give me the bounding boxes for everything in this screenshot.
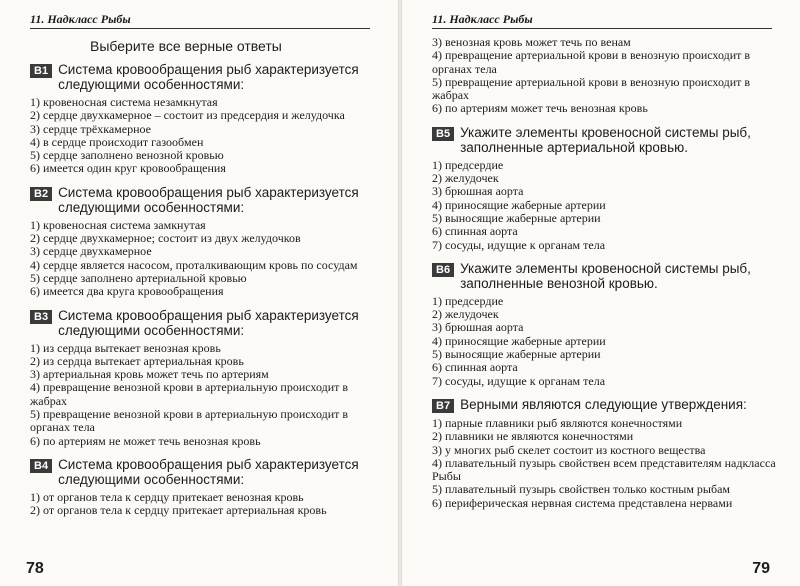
answer-option: 6) по артериям не может течь венозная кровь xyxy=(30,433,261,448)
answer-option: 4) превращение венозной крови в артериальную происходит в жабрах xyxy=(30,380,349,408)
answer-option: 6) спинная аорта xyxy=(432,360,518,375)
question-stem: Система кровообращения рыб характеризуется следующими особенностями: xyxy=(58,456,359,487)
page-number: 78 xyxy=(26,560,44,577)
left-page xyxy=(0,0,399,586)
answer-option: 7) сосуды, идущие к органам тела xyxy=(432,373,606,388)
answer-option: 4) приносящие жаберные артерии xyxy=(432,197,606,212)
answer-option: 5) сердце заполнено артериальной кровью xyxy=(30,270,247,285)
answer-option: 2) желудочек xyxy=(432,171,499,186)
answer-option: 6) имеется два круга кровообращения xyxy=(30,284,224,299)
answer-option: 3) у многих рыб скелет состоит из костного вещества xyxy=(432,442,706,457)
answer-option: 3) сердце двухкамерное xyxy=(30,244,152,259)
question-b5 xyxy=(432,125,784,252)
question-stem: Укажите элементы кровеносной системы рыб, заполненные венозной кровью. xyxy=(460,260,751,291)
question-stem: Система кровообращения рыб характеризуется следующими особенностями: xyxy=(58,62,359,92)
answer-option: 2) желудочек xyxy=(432,307,499,322)
answer-option: 1) кровеносная система незамкнутая xyxy=(30,95,218,109)
question-stem: Верными являются следующие утверждения: xyxy=(460,396,747,412)
section-title: Выберите все верные ответы xyxy=(90,38,282,54)
answer-option: 4) сердце является насосом, проталкивающим кровь по сосудам xyxy=(30,257,358,272)
answer-option: 6) имеется один круг кровообращения xyxy=(30,161,226,176)
answer-option: 3) сердце трёхкамерное xyxy=(30,121,151,136)
question-badge: B2 xyxy=(30,187,52,201)
question-stem: Укажите элементы кровеносной системы рыб, заполненные артериальной кровью. xyxy=(460,124,751,155)
page-number: 79 xyxy=(752,560,770,577)
left-column xyxy=(30,62,382,527)
answer-option: 5) превращение венозной крови в артериальную происходит в органах тела xyxy=(30,407,349,435)
question-badge: B3 xyxy=(30,310,52,324)
question-b6 xyxy=(432,261,784,388)
question-badge: B5 xyxy=(432,127,454,141)
question-badge: B6 xyxy=(432,263,454,277)
right-page xyxy=(402,0,800,586)
answer-option: 6) периферическая нервная система представлена нервами xyxy=(432,495,733,510)
answer-option: 4) приносящие жаберные артерии xyxy=(432,333,606,348)
answer-option: 3) артериальная кровь может течь по артериям xyxy=(30,367,269,382)
answer-option: 5) выносящие жаберные артерии xyxy=(432,210,601,225)
answer-option: 5) превращение артериальной крови в венозную происходит в жабрах xyxy=(432,74,751,103)
answer-option: 2) плавники не являются конечностями xyxy=(432,429,634,444)
question-badge: B1 xyxy=(30,64,52,78)
question-badge: B7 xyxy=(432,399,454,413)
answer-option: 1) парные плавники рыб являются конечностями xyxy=(432,415,683,430)
running-head: 11. Надкласс Рыбы xyxy=(432,12,772,29)
answer-option: 1) предсердие xyxy=(432,157,504,172)
question-b4 xyxy=(30,457,382,518)
answer-option: 1) из сердца вытекает венозная кровь xyxy=(30,340,221,355)
answer-option: 1) предсердие xyxy=(432,293,504,308)
question-b2 xyxy=(30,185,382,299)
answer-option: 3) брюшная аорта xyxy=(432,320,524,335)
answer-option: 7) сосуды, идущие к органам тела xyxy=(432,237,606,252)
question-b3 xyxy=(30,308,382,448)
answer-option: 6) спинная аорта xyxy=(432,224,518,239)
question-stem: Система кровообращения рыб характеризуется следующими особенностями: xyxy=(58,307,359,338)
answer-option: 3) брюшная аорта xyxy=(432,184,524,199)
question-b7 xyxy=(432,397,784,510)
answer-option: 6) по артериям может течь венозная кровь xyxy=(432,101,648,116)
answer-option: 5) сердце заполнено венозной кровью xyxy=(30,148,224,163)
answer-option: 1) от органов тела к сердцу притекает венозная кровь xyxy=(30,489,304,504)
answer-option: 2) сердце двухкамерное – состоит из предсердия и желудочка xyxy=(30,108,345,123)
answer-option: 1) кровеносная система замкнутая xyxy=(30,217,206,232)
question-badge: B4 xyxy=(30,459,52,473)
answer-option: 5) плавательный пузырь свойствен только костным рыбам xyxy=(432,482,731,497)
question-stem: Система кровообращения рыб характеризуется следующими особенностями: xyxy=(58,184,359,215)
answer-option: 4) превращение артериальной крови в венозную происходит в органах тела xyxy=(432,48,751,76)
question-b1 xyxy=(30,62,382,176)
right-column xyxy=(432,36,784,519)
answer-option: 4) плавательный пузырь свойствен всем представителям надкласса Рыбы xyxy=(432,455,776,484)
answer-option: 5) выносящие жаберные артерии xyxy=(432,347,601,362)
answer-option: 3) венозная кровь может течь по венам xyxy=(432,35,631,49)
answer-option: 2) сердце двухкамерное; состоит из двух желудочков xyxy=(30,231,301,246)
answer-option: 2) от органов тела к сердцу притекает артериальная кровь xyxy=(30,503,327,518)
question-b4-continued xyxy=(432,36,784,116)
answer-option: 4) в сердце происходит газообмен xyxy=(30,134,204,149)
answer-option: 2) из сердца вытекает артериальная кровь xyxy=(30,353,244,368)
running-head: 11. Надкласс Рыбы xyxy=(30,12,370,29)
